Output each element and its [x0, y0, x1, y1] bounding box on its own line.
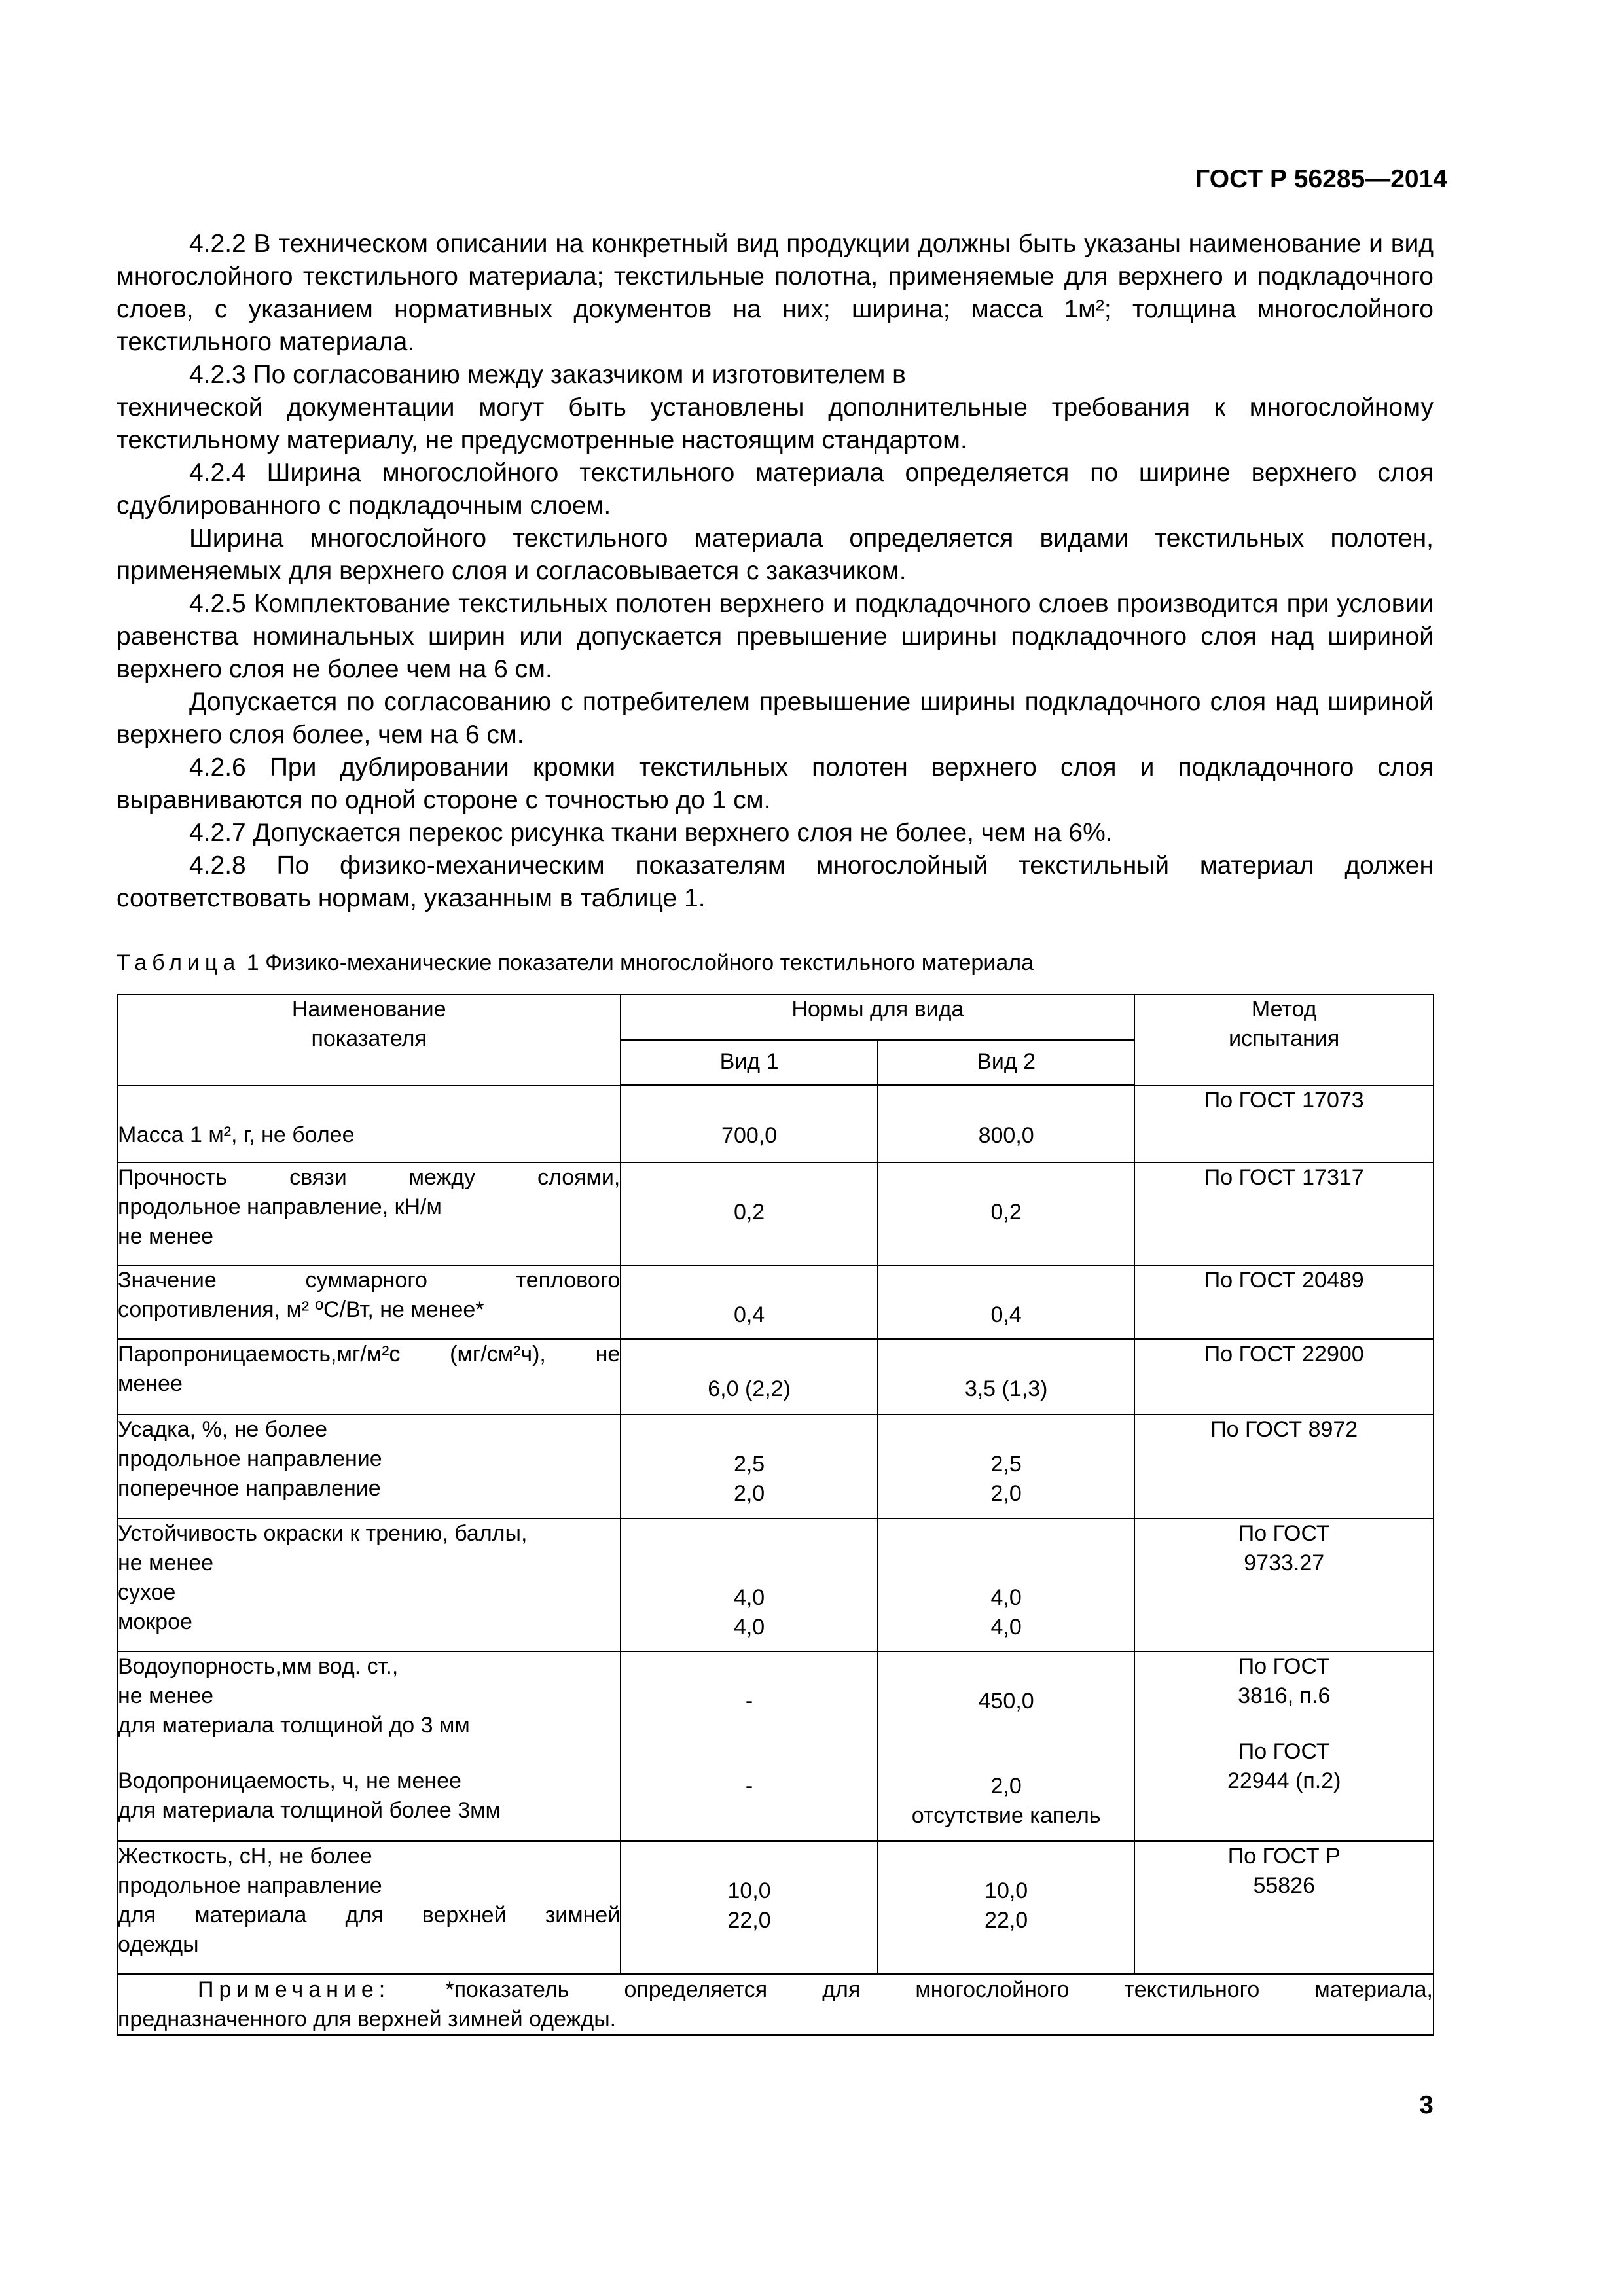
- row-name-thermal-resistance: Значение суммарного теплового сопротивления, м² ºС/Вт, не менее*: [117, 1265, 621, 1339]
- row-stiffness-method: По ГОСТ Р 55826: [1134, 1841, 1434, 1974]
- table-row: [117, 1841, 1434, 1974]
- row-stiffness-vid2: 10,0 22,0: [878, 1841, 1135, 1974]
- row-bond-vid1: 0,2: [621, 1162, 877, 1265]
- paragraph-4-2-6: 4.2.6 При дублировании кромки текстильных полотен верхнего слоя и подкладочного слоя выравниваются по одной стороне с точностью до 1 см.: [117, 753, 1434, 814]
- table-row: [117, 1518, 1434, 1651]
- row-name-color-fastness: Устойчивость окраски к трению, баллы, не менее сухое мокрое: [117, 1518, 621, 1651]
- row-name-vapor-permeability: Паропроницаемость,мг/м²с (мг/см²ч), не менее: [117, 1339, 621, 1414]
- header-vid-2: Вид 2: [878, 1040, 1135, 1085]
- table-note: [117, 1974, 1434, 2035]
- row-color-vid1: 4,0 4,0: [621, 1518, 877, 1651]
- paragraph-4-2-5: 4.2.5 Комплектование текстильных полотен верхнего и подкладочного слоев производится при условии равенства номинальных ширин или допускается превышение ширины подкладочного слоя над шириной верхнего слоя не более чем на 6 см.: [117, 590, 1434, 683]
- row-thermal-vid2: 0,4: [878, 1265, 1135, 1339]
- paragraph-4-2-3: 4.2.3 По согласованию между заказчиком и изготовителем в: [189, 361, 906, 389]
- table-row: [117, 1085, 1434, 1162]
- row-water-method: По ГОСТ 3816, п.6 По ГОСТ 22944 (п.2): [1134, 1651, 1434, 1841]
- table-note-row: [117, 1974, 1434, 2035]
- paragraph-allowance: Допускается по согласованию с потребителем превышение ширины подкладочного слоя над шириной верхнего слоя более, чем на 6 см.: [117, 688, 1434, 749]
- row-name-bond-strength: Прочность связи между слоями, продольное направление, кН/м не менее: [117, 1162, 621, 1265]
- row-color-method: По ГОСТ 9733.27: [1134, 1518, 1434, 1651]
- header-test-method: Метод испытания: [1134, 994, 1434, 1085]
- table-caption-label: Таблица: [117, 950, 241, 975]
- row-water-vid1: - -: [621, 1651, 877, 1841]
- row-name-water-resistance: Водоупорность,мм вод. ст., не менее для материала толщиной до 3 мм Водопроницаемость, ч, не менее для материала толщиной более 3мм: [117, 1651, 621, 1841]
- note-text: *показатель определяется для многослойного текстильного материала,: [445, 1977, 1433, 2002]
- note-label: Примечание:: [198, 1977, 391, 2002]
- row-name-shrinkage: Усадка, %, не более продольное направление поперечное направление: [117, 1414, 621, 1518]
- row-bond-vid2: 0,2: [878, 1162, 1135, 1265]
- row-stiffness-vid1: 10,0 22,0: [621, 1841, 877, 1974]
- table-row: [117, 1651, 1434, 1841]
- row-shrinkage-method: По ГОСТ 8972: [1134, 1414, 1434, 1518]
- header-norms: Нормы для вида: [621, 994, 1134, 1040]
- body-text: [117, 228, 1434, 915]
- table-caption: [117, 948, 1434, 978]
- note-text-continued: предназначенного для верхней зимней одежды.: [118, 2007, 617, 2032]
- row-vapor-vid2: 3,5 (1,3): [878, 1339, 1135, 1414]
- row-vapor-method: По ГОСТ 22900: [1134, 1339, 1434, 1414]
- row-mass-method: По ГОСТ 17073: [1134, 1085, 1434, 1162]
- table-row: [117, 1265, 1434, 1339]
- row-bond-method: По ГОСТ 17317: [1134, 1162, 1434, 1265]
- row-mass-vid1: 700,0: [621, 1085, 877, 1162]
- page-number: 3: [1419, 2091, 1434, 2119]
- row-color-vid2: 4,0 4,0: [878, 1518, 1135, 1651]
- paragraph-4-2-7: 4.2.7 Допускается перекос рисунка ткани верхнего слоя не более, чем на 6%.: [189, 819, 1113, 847]
- row-vapor-vid1: 6,0 (2,2): [621, 1339, 877, 1414]
- row-name-stiffness: Жесткость, сН, не более продольное направление для материала для верхней зимней одежды: [117, 1841, 621, 1974]
- paragraph-4-2-2: 4.2.2 В техническом описании на конкретный вид продукции должны быть указаны наименование и вид многослойного текстильного материала; текстильные полотна, применяемые для верхнего и подкладочного слоев, с указанием нормативных документов на них; ширина; масса 1м²; толщина многослойного текстильного материала.: [117, 230, 1434, 356]
- paragraph-4-2-8: 4.2.8 По физико-механическим показателям многослойный текстильный материал должен соответствовать нормам, указанным в таблице 1.: [117, 852, 1434, 912]
- row-thermal-method: По ГОСТ 20489: [1134, 1265, 1434, 1339]
- header-indicator-name: Наименование показателя: [117, 994, 621, 1085]
- paragraph-4-2-4: 4.2.4 Ширина многослойного текстильного материала определяется по ширине верхнего слоя сдублированного с подкладочным слоем.: [117, 459, 1434, 520]
- document-code-header: ГОСТ Р 56285—2014: [1195, 165, 1447, 193]
- header-vid-1: Вид 1: [621, 1040, 877, 1085]
- specification-table: [117, 994, 1434, 2036]
- row-name-mass: Масса 1 м², г, не более: [117, 1085, 621, 1162]
- table-caption-text: 1 Физико-механические показатели многослойного текстильного материала: [246, 950, 1034, 975]
- row-water-vid2: 450,0 2,0 отсутствие капель: [878, 1651, 1135, 1841]
- table-row: [117, 1162, 1434, 1265]
- paragraph-width: Ширина многослойного текстильного материала определяется видами текстильных полотен, применяемых для верхнего слоя и согласовывается с заказчиком.: [117, 524, 1434, 585]
- row-thermal-vid1: 0,4: [621, 1265, 877, 1339]
- paragraph-4-2-3-continued: технической документации могут быть установлены дополнительные требования к многослойному текстильному материалу, не предусмотренные настоящим стандартом.: [117, 393, 1434, 454]
- table-row: [117, 1414, 1434, 1518]
- row-mass-vid2: 800,0: [878, 1085, 1135, 1162]
- table-row: [117, 1339, 1434, 1414]
- row-shrinkage-vid1: 2,5 2,0: [621, 1414, 877, 1518]
- row-shrinkage-vid2: 2,5 2,0: [878, 1414, 1135, 1518]
